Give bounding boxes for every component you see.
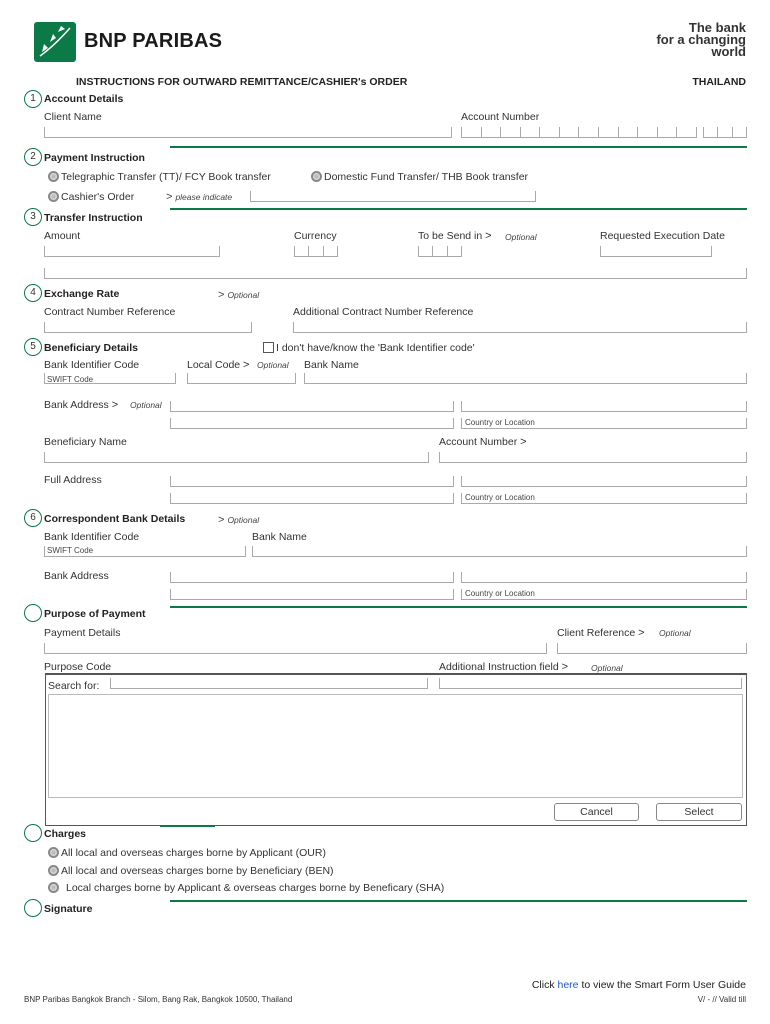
- form-title: INSTRUCTIONS FOR OUTWARD REMITTANCE/CASHIER's ORDER: [76, 76, 408, 88]
- bic-label: Bank Identifier Code: [44, 359, 140, 371]
- charges-sha-label: Local charges borne by Applicant & overseas charges borne by Beneficary (SHA): [66, 882, 445, 894]
- transfer-extra-field[interactable]: [44, 268, 747, 279]
- beneficiary-name-label: Beneficiary Name: [44, 436, 127, 448]
- corr-address-line3-field[interactable]: [170, 589, 454, 600]
- chevron-right-icon: >: [638, 627, 645, 639]
- bank-address-line2-field[interactable]: [461, 401, 747, 412]
- currency-label: Currency: [294, 230, 337, 242]
- section-divider: [170, 900, 747, 902]
- exec-date-field[interactable]: [600, 246, 712, 257]
- section-number: [24, 824, 42, 842]
- section-number: 4: [24, 284, 42, 302]
- contract-ref-field[interactable]: [44, 322, 252, 333]
- section-number: 5: [24, 338, 42, 356]
- client-name-label: Client Name: [44, 111, 102, 123]
- chevron-right-icon: >: [561, 661, 569, 673]
- bank-address-line3-field[interactable]: [170, 418, 454, 429]
- section-title: Payment Instruction: [44, 152, 145, 164]
- purpose-code-label: Purpose Code: [44, 661, 112, 673]
- payment-details-field[interactable]: [44, 643, 547, 654]
- contract-ref-label: Contract Number Reference: [44, 306, 176, 318]
- account-number-field[interactable]: [461, 127, 697, 138]
- section-title: Account Details: [44, 93, 124, 105]
- full-address-line3-field[interactable]: [170, 493, 454, 504]
- corr-bank-name-field[interactable]: [252, 546, 747, 557]
- bank-name-label: Bank Name: [304, 359, 359, 371]
- corr-address-line2-field[interactable]: [461, 572, 747, 583]
- section-number: [24, 604, 42, 622]
- form-version: V/ - // Valid till: [697, 995, 746, 1004]
- optional-label: Optional: [130, 400, 162, 410]
- chevron-right-icon: >: [243, 359, 250, 371]
- brand-name: BNP PARIBAS: [84, 30, 223, 52]
- account-number-suffix-field[interactable]: [703, 127, 747, 138]
- send-in-field[interactable]: [418, 246, 462, 257]
- exec-date-label: Requested Execution Date: [600, 230, 725, 242]
- section-number: 2: [24, 148, 42, 166]
- chevron-right-icon: >: [485, 230, 492, 242]
- search-for-label: Search for:: [48, 680, 100, 692]
- country-title: THAILAND: [692, 76, 746, 88]
- section-title: Transfer Instruction: [44, 212, 143, 224]
- section-divider: [170, 146, 747, 148]
- cancel-button[interactable]: Cancel: [554, 803, 639, 821]
- amount-label: Amount: [44, 230, 81, 242]
- bank-address-line1-field[interactable]: [170, 401, 454, 412]
- radio-icon[interactable]: [48, 847, 59, 858]
- section-divider: [170, 606, 747, 608]
- radio-icon[interactable]: [48, 882, 59, 893]
- country-hint: Country or Location: [465, 493, 535, 502]
- charges-our-label: All local and overseas charges borne by Applicant (OUR): [61, 847, 326, 859]
- chevron-right-icon: >: [218, 514, 225, 526]
- optional-label: Optional: [591, 663, 623, 673]
- branch-address: BNP Paribas Bangkok Branch - Silom, Bang Rak, Bangkok 10500, Thailand: [24, 995, 293, 1004]
- optional-label: Optional: [659, 628, 691, 638]
- section-title: Correspondent Bank Details: [44, 513, 186, 525]
- country-hint: Country or Location: [465, 589, 535, 598]
- section-title: Exchange Rate: [44, 288, 120, 300]
- currency-field[interactable]: [294, 246, 338, 257]
- full-address-line1-field[interactable]: [170, 476, 454, 487]
- chevron-right-icon: >: [520, 436, 527, 448]
- optional-label: Optional: [505, 232, 537, 242]
- chevron-right-icon: >: [166, 191, 173, 203]
- beneficiary-account-field[interactable]: [439, 452, 747, 463]
- local-code-field[interactable]: [187, 373, 296, 384]
- bic-label: Bank Identifier Code: [44, 531, 140, 543]
- cashier-option-label: Cashier's Order: [61, 191, 135, 203]
- client-ref-field[interactable]: [557, 643, 747, 654]
- optional-label: > Optional: [218, 514, 260, 526]
- chevron-right-icon: >: [218, 289, 225, 301]
- bnp-stars-logo-icon: [34, 22, 76, 62]
- radio-icon[interactable]: [48, 865, 59, 876]
- section-title: Beneficiary Details: [44, 342, 138, 354]
- section-number: 1: [24, 90, 42, 108]
- search-results-list[interactable]: [48, 694, 743, 798]
- bank-address-label: Bank Address: [44, 570, 109, 582]
- add-instruction-field[interactable]: [439, 678, 742, 689]
- section-divider: [170, 208, 747, 210]
- swift-code-hint: SWIFT Code: [47, 546, 94, 555]
- select-button[interactable]: Select: [656, 803, 742, 821]
- checkbox-icon[interactable]: [263, 342, 274, 353]
- send-in-label: To be Send in >: [418, 230, 492, 242]
- tt-option-label: Telegraphic Transfer (TT)/ FCY Book transfer: [61, 171, 271, 183]
- user-guide-text: Click here to view the Smart Form User Guide: [531, 979, 746, 991]
- section-title: Charges: [44, 828, 87, 840]
- please-indicate: > please indicate: [166, 191, 233, 203]
- radio-icon[interactable]: [48, 191, 59, 202]
- chevron-right-icon: >: [111, 399, 119, 411]
- section-divider: [160, 825, 215, 827]
- optional-label: Optional: [257, 360, 289, 370]
- section-title: Purpose of Payment: [44, 608, 146, 620]
- charges-ben-label: All local and overseas charges borne by Beneficiary (BEN): [61, 865, 334, 877]
- section-title: Signature: [44, 903, 93, 915]
- add-instruction-label: Additional Instruction field >: [439, 661, 569, 673]
- account-number-label: Account Number >: [439, 436, 527, 448]
- optional-label: > Optional: [218, 289, 260, 301]
- full-address-label: Full Address: [44, 474, 102, 486]
- account-number-label: Account Number: [461, 111, 540, 123]
- add-contract-ref-label: Additional Contract Number Reference: [293, 306, 474, 318]
- corr-address-line1-field[interactable]: [170, 572, 454, 583]
- search-input[interactable]: [110, 678, 428, 689]
- swift-code-hint: SWIFT Code: [47, 375, 94, 384]
- payment-details-label: Payment Details: [44, 627, 121, 639]
- bank-address-label: Bank Address >: [44, 399, 119, 411]
- user-guide-link[interactable]: here: [557, 979, 579, 991]
- domestic-option-label: Domestic Fund Transfer/ THB Book transfer: [324, 171, 529, 183]
- tagline: The bank for a changing world: [656, 20, 746, 59]
- beneficiary-name-field[interactable]: [44, 452, 429, 463]
- radio-icon[interactable]: [311, 171, 322, 182]
- client-name-field[interactable]: [44, 127, 452, 138]
- full-address-line2-field[interactable]: [461, 476, 747, 487]
- amount-field[interactable]: [44, 246, 220, 257]
- country-hint: Country or Location: [465, 418, 535, 427]
- cashier-indicate-field[interactable]: [250, 191, 536, 202]
- section-number: [24, 899, 42, 917]
- local-code-label: Local Code >: [187, 359, 250, 371]
- section-number: 6: [24, 509, 42, 527]
- dont-know-bic-label: I don't have/know the 'Bank Identifier code': [276, 342, 475, 354]
- section-number: 3: [24, 208, 42, 226]
- bank-name-field[interactable]: [304, 373, 747, 384]
- bank-name-label: Bank Name: [252, 531, 307, 543]
- radio-icon[interactable]: [48, 171, 59, 182]
- add-contract-ref-field[interactable]: [293, 322, 747, 333]
- client-ref-label: Client Reference >: [557, 627, 645, 639]
